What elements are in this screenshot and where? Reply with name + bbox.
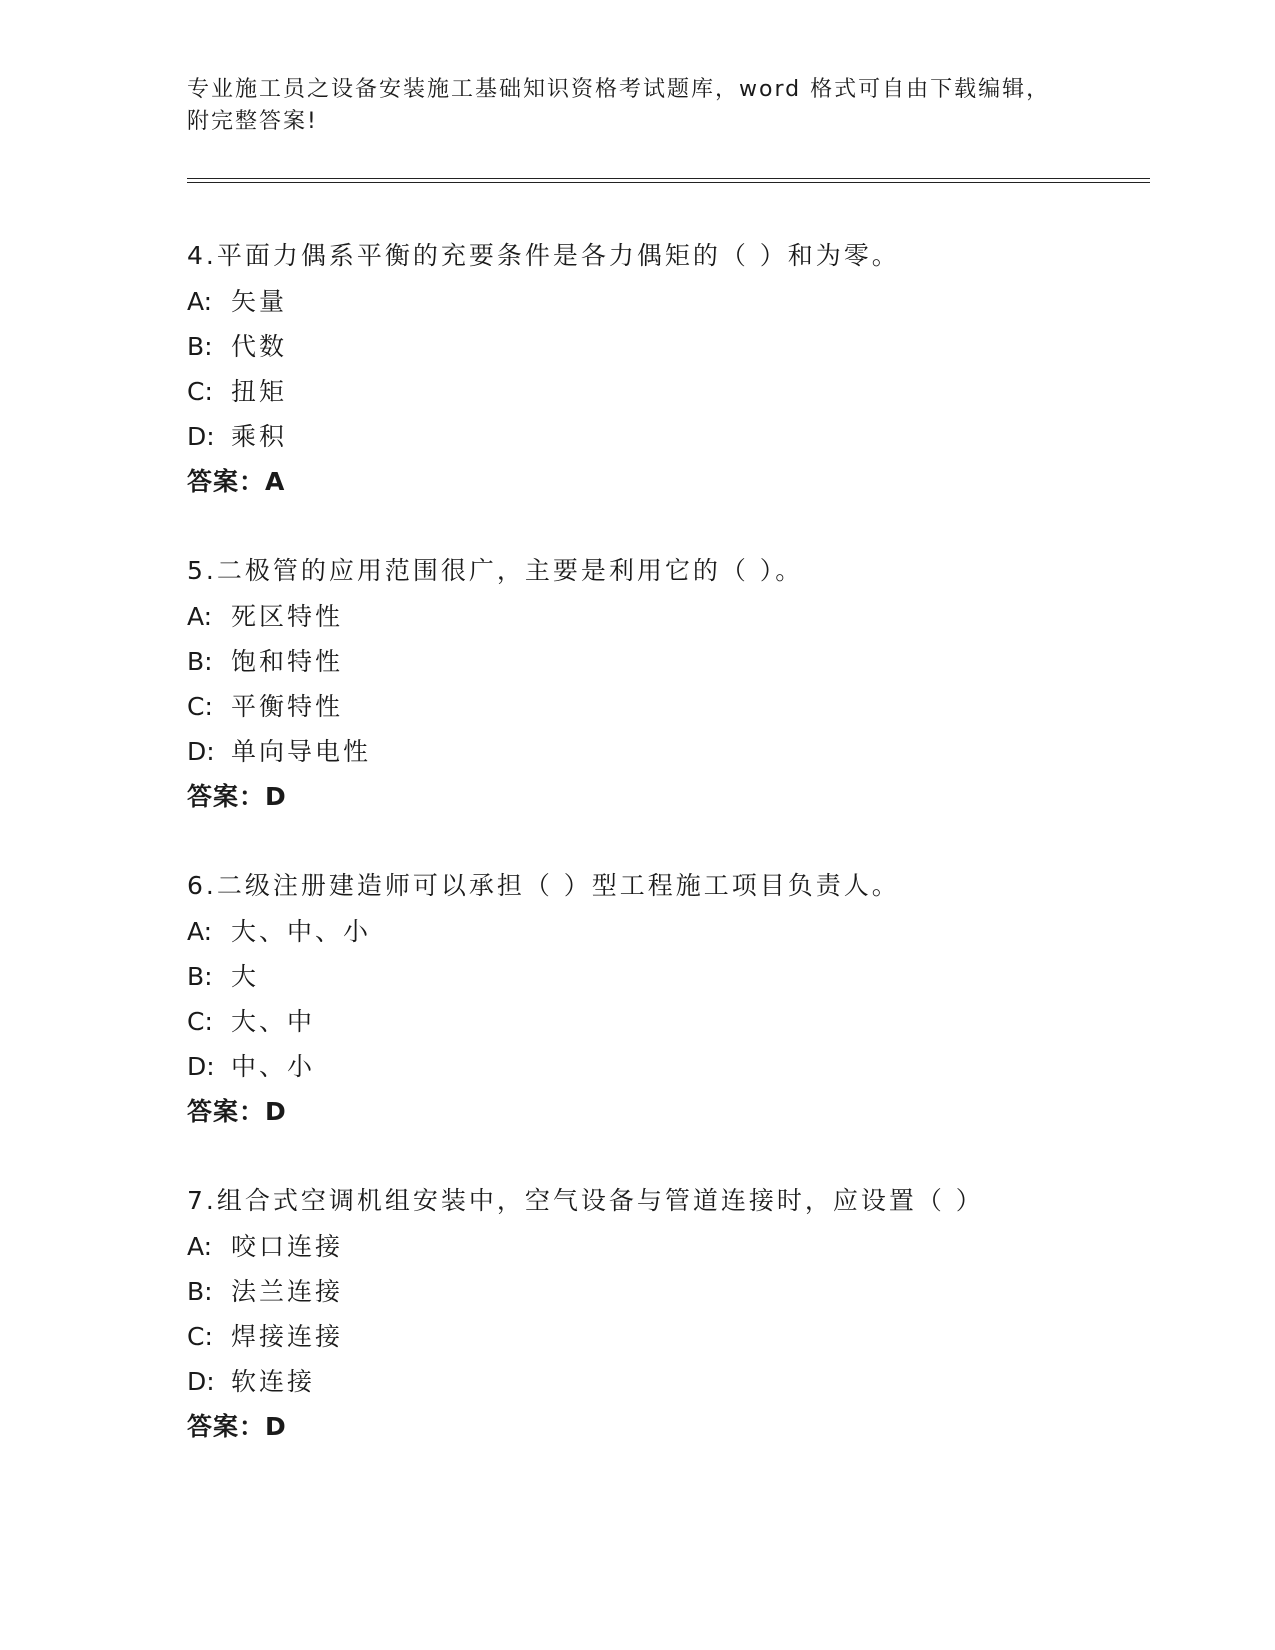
question-stem: 6.二级注册建造师可以承担（ ）型工程施工项目负责人。 — [187, 871, 900, 900]
option-letter: C: — [187, 1007, 213, 1036]
option-c — [187, 999, 1147, 1044]
option-text: 法兰连接 — [231, 1277, 344, 1306]
option-text: 咬口连接 — [231, 1232, 344, 1261]
option-d — [187, 414, 1147, 459]
option-text: 饱和特性 — [231, 647, 344, 676]
option-text: 代数 — [231, 332, 288, 361]
option-letter: C: — [187, 692, 213, 721]
option-text: 矢量 — [231, 287, 288, 316]
option-b — [187, 954, 1147, 999]
option-a — [187, 279, 1147, 324]
option-letter: B: — [187, 962, 213, 991]
answer-line: 答案：D — [187, 1412, 287, 1441]
option-letter: D: — [187, 422, 215, 451]
option-d — [187, 1044, 1147, 1089]
option-d — [187, 729, 1147, 774]
header-line-2: 附完整答案! — [187, 109, 318, 134]
option-letter: C: — [187, 377, 213, 406]
option-a — [187, 1224, 1147, 1269]
question-item — [187, 1178, 1147, 1449]
option-letter: A: — [187, 1232, 213, 1261]
option-b — [187, 324, 1147, 369]
option-text: 软连接 — [231, 1367, 316, 1396]
option-text: 乘积 — [231, 422, 288, 451]
option-b — [187, 1269, 1147, 1314]
question-stem: 4.平面力偶系平衡的充要条件是各力偶矩的（ ）和为零。 — [187, 241, 900, 270]
option-letter: B: — [187, 647, 213, 676]
option-letter: A: — [187, 917, 213, 946]
header-divider-top — [187, 178, 1150, 179]
question-item — [187, 863, 1147, 1134]
option-letter: A: — [187, 602, 213, 631]
option-letter: A: — [187, 287, 213, 316]
header-line-1: 专业施工员之设备安装施工基础知识资格考试题库，word 格式可自由下载编辑， — [187, 77, 1051, 102]
option-text: 平衡特性 — [231, 692, 344, 721]
option-text: 单向导电性 — [231, 737, 372, 766]
question-list — [187, 233, 1147, 1493]
option-text: 焊接连接 — [231, 1322, 344, 1351]
option-b — [187, 639, 1147, 684]
option-a — [187, 909, 1147, 954]
document-header — [187, 74, 1087, 138]
answer-line: 答案：D — [187, 1097, 287, 1126]
question-item — [187, 233, 1147, 504]
option-c — [187, 1314, 1147, 1359]
option-text: 大、中 — [231, 1007, 316, 1036]
option-c — [187, 684, 1147, 729]
option-text: 死区特性 — [231, 602, 344, 631]
option-a — [187, 594, 1147, 639]
answer-line: 答案：A — [187, 467, 286, 496]
question-item — [187, 548, 1147, 819]
option-c — [187, 369, 1147, 414]
option-letter: B: — [187, 332, 213, 361]
option-letter: D: — [187, 737, 215, 766]
option-d — [187, 1359, 1147, 1404]
option-letter: D: — [187, 1052, 215, 1081]
header-divider-bottom — [187, 182, 1150, 183]
option-text: 大 — [231, 962, 260, 991]
answer-line: 答案：D — [187, 782, 287, 811]
question-stem: 5.二极管的应用范围很广，主要是利用它的（ ）。 — [187, 556, 804, 585]
option-letter: B: — [187, 1277, 213, 1306]
option-text: 扭矩 — [231, 377, 288, 406]
option-text: 大、中、小 — [231, 917, 372, 946]
option-text: 中、小 — [231, 1052, 316, 1081]
question-stem: 7.组合式空调机组安装中，空气设备与管道连接时，应设置（ ） — [187, 1186, 984, 1215]
option-letter: D: — [187, 1367, 215, 1396]
option-letter: C: — [187, 1322, 213, 1351]
